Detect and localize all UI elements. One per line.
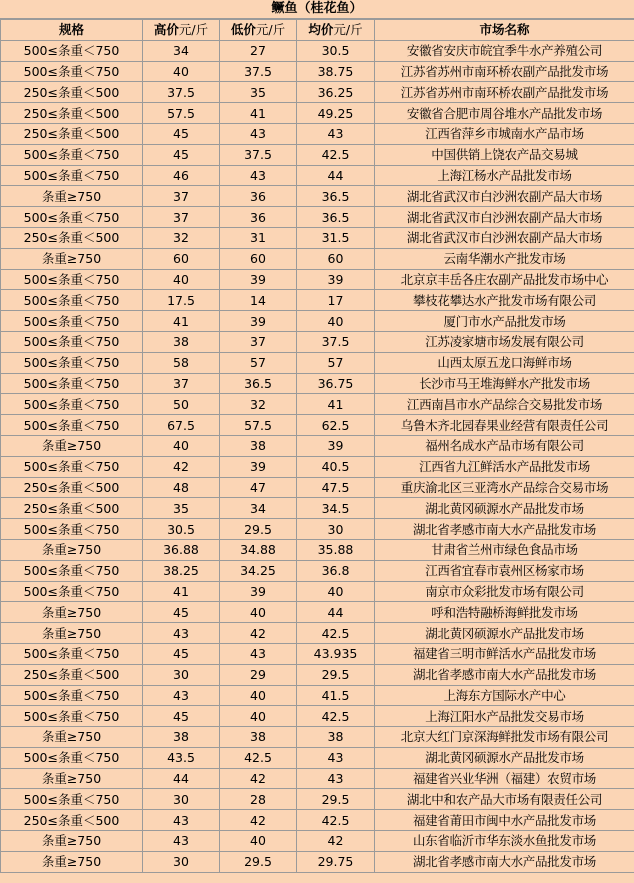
cell-high-price: 37.5 [143, 82, 220, 103]
table-row [1, 248, 634, 269]
cell-spec: 500≤条重＜750 [1, 789, 143, 810]
cell-low-price: 32 [220, 394, 297, 415]
cell-avg-price: 39 [297, 435, 375, 456]
cell-market-name: 上海江杨水产品批发市场 [375, 165, 634, 186]
cell-spec: 500≤条重＜750 [1, 643, 143, 664]
table-row [1, 290, 634, 311]
cell-market-name: 山东省临沂市华东淡水鱼批发市场 [375, 831, 634, 852]
table-row [1, 103, 634, 124]
cell-low-price: 57 [220, 352, 297, 373]
cell-market-name: 北京大红门京深海鲜批发市场有限公司 [375, 727, 634, 748]
cell-high-price: 37 [143, 373, 220, 394]
cell-market-name: 湖北省武汉市白沙洲农副产品大市场 [375, 227, 634, 248]
cell-market-name: 安徽省安庆市皖宜季牛水产养殖公司 [375, 40, 634, 61]
cell-spec: 250≤条重＜500 [1, 227, 143, 248]
cell-spec: 500≤条重＜750 [1, 61, 143, 82]
cell-spec: 500≤条重＜750 [1, 290, 143, 311]
cell-market-name: 攀枝花攀达水产批发市场有限公司 [375, 290, 634, 311]
cell-avg-price: 40.5 [297, 456, 375, 477]
cell-market-name: 湖北省武汉市白沙洲农副产品大市场 [375, 186, 634, 207]
table-row [1, 352, 634, 373]
table-row [1, 40, 634, 61]
cell-spec: 500≤条重＜750 [1, 519, 143, 540]
header-spec: 规格 [1, 20, 143, 41]
table-row [1, 123, 634, 144]
cell-avg-price: 43 [297, 768, 375, 789]
cell-market-name: 江西省九江鲜活水产品批发市场 [375, 456, 634, 477]
cell-low-price: 43 [220, 123, 297, 144]
cell-avg-price: 29.5 [297, 664, 375, 685]
cell-market-name: 上海东方国际水产中心 [375, 685, 634, 706]
table-row [1, 623, 634, 644]
cell-market-name: 南京市众彩批发市场有限公司 [375, 581, 634, 602]
cell-low-price: 40 [220, 706, 297, 727]
cell-spec: 条重≥750 [1, 831, 143, 852]
cell-low-price: 37.5 [220, 144, 297, 165]
table-row [1, 664, 634, 685]
table-row [1, 394, 634, 415]
table-row [1, 560, 634, 581]
header-avg [297, 20, 375, 41]
cell-avg-price: 57 [297, 352, 375, 373]
cell-high-price: 30.5 [143, 519, 220, 540]
cell-low-price: 29 [220, 664, 297, 685]
table-row [1, 768, 634, 789]
cell-market-name: 重庆渝北区三亚湾水产品综合交易市场 [375, 477, 634, 498]
cell-market-name: 湖北省武汉市白沙洲农副产品大市场 [375, 207, 634, 228]
cell-spec: 500≤条重＜750 [1, 394, 143, 415]
header-low-label: 低价 [230, 22, 256, 38]
cell-avg-price: 36.5 [297, 186, 375, 207]
cell-avg-price: 17 [297, 290, 375, 311]
cell-market-name: 江苏省苏州市南环桥农副产品批发市场 [375, 82, 634, 103]
cell-avg-price: 42.5 [297, 706, 375, 727]
table-row [1, 685, 634, 706]
table-row [1, 498, 634, 519]
cell-low-price: 40 [220, 602, 297, 623]
cell-high-price: 30 [143, 851, 220, 872]
table-row [1, 186, 634, 207]
cell-avg-price: 40 [297, 581, 375, 602]
cell-low-price: 37 [220, 331, 297, 352]
cell-avg-price: 38 [297, 727, 375, 748]
cell-spec: 500≤条重＜750 [1, 352, 143, 373]
cell-market-name: 江苏省苏州市南环桥农副产品批发市场 [375, 61, 634, 82]
cell-high-price: 32 [143, 227, 220, 248]
cell-spec: 500≤条重＜750 [1, 373, 143, 394]
cell-avg-price: 36.25 [297, 82, 375, 103]
cell-spec: 500≤条重＜750 [1, 207, 143, 228]
table-body [1, 40, 634, 872]
cell-market-name: 湖北黄冈硕源水产品批发市场 [375, 498, 634, 519]
cell-spec: 500≤条重＜750 [1, 560, 143, 581]
table-row [1, 477, 634, 498]
cell-low-price: 37.5 [220, 61, 297, 82]
cell-low-price: 40 [220, 831, 297, 852]
cell-avg-price: 38.75 [297, 61, 375, 82]
cell-spec: 500≤条重＜750 [1, 144, 143, 165]
cell-high-price: 43 [143, 623, 220, 644]
header-avg-unit: 元/斤 [333, 22, 363, 38]
cell-high-price: 40 [143, 435, 220, 456]
cell-avg-price: 42.5 [297, 810, 375, 831]
cell-avg-price: 36.75 [297, 373, 375, 394]
cell-market-name: 山西太原五龙口海鲜市场 [375, 352, 634, 373]
cell-spec: 500≤条重＜750 [1, 40, 143, 61]
cell-high-price: 43 [143, 685, 220, 706]
cell-high-price: 67.5 [143, 415, 220, 436]
cell-high-price: 35 [143, 498, 220, 519]
cell-low-price: 31 [220, 227, 297, 248]
cell-market-name: 福建省兴业华洲（福建）农贸市场 [375, 768, 634, 789]
cell-low-price: 43 [220, 643, 297, 664]
cell-avg-price: 36.8 [297, 560, 375, 581]
cell-high-price: 50 [143, 394, 220, 415]
cell-high-price: 57.5 [143, 103, 220, 124]
cell-high-price: 58 [143, 352, 220, 373]
cell-market-name: 呼和浩特融桥海鲜批发市场 [375, 602, 634, 623]
table-row [1, 227, 634, 248]
cell-low-price: 36 [220, 186, 297, 207]
cell-avg-price: 31.5 [297, 227, 375, 248]
cell-spec: 250≤条重＜500 [1, 477, 143, 498]
cell-market-name: 福建省三明市鲜活水产品批发市场 [375, 643, 634, 664]
cell-high-price: 60 [143, 248, 220, 269]
cell-low-price: 28 [220, 789, 297, 810]
cell-avg-price: 42.5 [297, 144, 375, 165]
table-row [1, 831, 634, 852]
cell-market-name: 江苏凌家塘市场发展有限公司 [375, 331, 634, 352]
cell-high-price: 45 [143, 602, 220, 623]
cell-low-price: 35 [220, 82, 297, 103]
cell-low-price: 36.5 [220, 373, 297, 394]
cell-high-price: 40 [143, 61, 220, 82]
cell-high-price: 43 [143, 810, 220, 831]
cell-low-price: 42 [220, 623, 297, 644]
cell-high-price: 43.5 [143, 747, 220, 768]
cell-market-name: 厦门市水产品批发市场 [375, 311, 634, 332]
table-row [1, 61, 634, 82]
table-row [1, 311, 634, 332]
table-row [1, 602, 634, 623]
cell-low-price: 38 [220, 435, 297, 456]
cell-spec: 500≤条重＜750 [1, 415, 143, 436]
cell-spec: 250≤条重＜500 [1, 103, 143, 124]
cell-market-name: 长沙市马王堆海鲜水产批发市场 [375, 373, 634, 394]
table-row [1, 747, 634, 768]
cell-spec: 250≤条重＜500 [1, 664, 143, 685]
cell-avg-price: 60 [297, 248, 375, 269]
cell-avg-price: 49.25 [297, 103, 375, 124]
table-row [1, 373, 634, 394]
cell-low-price: 41 [220, 103, 297, 124]
cell-avg-price: 37.5 [297, 331, 375, 352]
cell-spec: 500≤条重＜750 [1, 747, 143, 768]
header-low-unit: 元/斤 [255, 22, 286, 38]
header-market: 市场名称 [375, 20, 634, 41]
cell-high-price: 30 [143, 789, 220, 810]
cell-avg-price: 62.5 [297, 415, 375, 436]
cell-spec: 条重≥750 [1, 186, 143, 207]
header-avg-label: 均价 [308, 22, 334, 38]
cell-market-name: 湖北省孝感市南大水产品批发市场 [375, 851, 634, 872]
cell-low-price: 40 [220, 685, 297, 706]
table-row [1, 727, 634, 748]
table-row [1, 144, 634, 165]
cell-spec: 条重≥750 [1, 768, 143, 789]
cell-low-price: 34.25 [220, 560, 297, 581]
cell-high-price: 40 [143, 269, 220, 290]
cell-spec: 500≤条重＜750 [1, 581, 143, 602]
cell-avg-price: 41 [297, 394, 375, 415]
cell-high-price: 48 [143, 477, 220, 498]
cell-spec: 250≤条重＜500 [1, 498, 143, 519]
cell-low-price: 43 [220, 165, 297, 186]
cell-high-price: 42 [143, 456, 220, 477]
cell-spec: 250≤条重＜500 [1, 810, 143, 831]
cell-avg-price: 43.935 [297, 643, 375, 664]
cell-market-name: 江西省宜春市袁州区杨家市场 [375, 560, 634, 581]
cell-spec: 条重≥750 [1, 727, 143, 748]
cell-high-price: 44 [143, 768, 220, 789]
cell-high-price: 38 [143, 331, 220, 352]
cell-high-price: 37 [143, 207, 220, 228]
cell-low-price: 29.5 [220, 519, 297, 540]
cell-low-price: 57.5 [220, 415, 297, 436]
cell-market-name: 湖北省孝感市南大水产品批发市场 [375, 664, 634, 685]
cell-avg-price: 42.5 [297, 623, 375, 644]
cell-low-price: 39 [220, 269, 297, 290]
cell-high-price: 45 [143, 123, 220, 144]
cell-low-price: 27 [220, 40, 297, 61]
cell-high-price: 46 [143, 165, 220, 186]
table-row [1, 789, 634, 810]
cell-high-price: 36.88 [143, 539, 220, 560]
table-row [1, 519, 634, 540]
cell-low-price: 42 [220, 768, 297, 789]
cell-market-name: 江西南昌市水产品综合交易批发市场 [375, 394, 634, 415]
cell-low-price: 47 [220, 477, 297, 498]
cell-market-name: 北京京丰岳各庄农副产品批发市场中心 [375, 269, 634, 290]
table-row [1, 165, 634, 186]
cell-avg-price: 30 [297, 519, 375, 540]
cell-spec: 条重≥750 [1, 602, 143, 623]
cell-avg-price: 44 [297, 602, 375, 623]
cell-avg-price: 43 [297, 747, 375, 768]
cell-market-name: 中国供销上饶农产品交易城 [375, 144, 634, 165]
cell-high-price: 38 [143, 727, 220, 748]
cell-spec: 条重≥750 [1, 248, 143, 269]
cell-spec: 条重≥750 [1, 435, 143, 456]
cell-high-price: 45 [143, 643, 220, 664]
cell-spec: 500≤条重＜750 [1, 311, 143, 332]
cell-spec: 250≤条重＜500 [1, 123, 143, 144]
cell-low-price: 39 [220, 311, 297, 332]
cell-low-price: 29.5 [220, 851, 297, 872]
cell-avg-price: 39 [297, 269, 375, 290]
cell-market-name: 江西省萍乡市城南水产品市场 [375, 123, 634, 144]
cell-high-price: 45 [143, 706, 220, 727]
cell-low-price: 39 [220, 581, 297, 602]
table-row [1, 435, 634, 456]
cell-spec: 500≤条重＜750 [1, 165, 143, 186]
cell-avg-price: 40 [297, 311, 375, 332]
header-low [220, 20, 297, 41]
cell-avg-price: 29.5 [297, 789, 375, 810]
table-row [1, 415, 634, 436]
table-row [1, 269, 634, 290]
cell-market-name: 湖北省孝感市南大水产品批发市场 [375, 519, 634, 540]
cell-low-price: 34 [220, 498, 297, 519]
cell-market-name: 上海江阳水产品批发交易市场 [375, 706, 634, 727]
cell-market-name: 甘肃省兰州市绿色食品市场 [375, 539, 634, 560]
cell-high-price: 45 [143, 144, 220, 165]
table-row [1, 851, 634, 872]
cell-high-price: 30 [143, 664, 220, 685]
cell-market-name: 云南华潮水产批发市场 [375, 248, 634, 269]
cell-market-name: 乌鲁木齐北园春果业经营有限责任公司 [375, 415, 634, 436]
cell-avg-price: 43 [297, 123, 375, 144]
header-high-unit: 元/斤 [178, 22, 209, 38]
cell-spec: 500≤条重＜750 [1, 331, 143, 352]
cell-low-price: 36 [220, 207, 297, 228]
cell-spec: 条重≥750 [1, 539, 143, 560]
cell-avg-price: 35.88 [297, 539, 375, 560]
cell-spec: 条重≥750 [1, 851, 143, 872]
cell-avg-price: 36.5 [297, 207, 375, 228]
cell-market-name: 湖北黄冈硕源水产品批发市场 [375, 623, 634, 644]
cell-low-price: 34.88 [220, 539, 297, 560]
price-table [0, 19, 634, 873]
table-row [1, 82, 634, 103]
cell-high-price: 41 [143, 311, 220, 332]
cell-spec: 250≤条重＜500 [1, 82, 143, 103]
table-row [1, 207, 634, 228]
cell-market-name: 福建省莆田市闽中水产品批发市场 [375, 810, 634, 831]
table-row [1, 581, 634, 602]
cell-market-name: 湖北中和农产品大市场有限责任公司 [375, 789, 634, 810]
cell-market-name: 安徽省合肥市周谷堆水产品批发市场 [375, 103, 634, 124]
cell-high-price: 38.25 [143, 560, 220, 581]
cell-market-name: 福州名成水产品市场有限公司 [375, 435, 634, 456]
cell-avg-price: 41.5 [297, 685, 375, 706]
table-row [1, 539, 634, 560]
cell-avg-price: 29.75 [297, 851, 375, 872]
table-row [1, 706, 634, 727]
cell-market-name: 湖北黄冈硕源水产品批发市场 [375, 747, 634, 768]
cell-low-price: 14 [220, 290, 297, 311]
cell-spec: 条重≥750 [1, 623, 143, 644]
header-high [143, 20, 220, 41]
cell-spec: 500≤条重＜750 [1, 706, 143, 727]
cell-avg-price: 34.5 [297, 498, 375, 519]
cell-high-price: 34 [143, 40, 220, 61]
table-row [1, 456, 634, 477]
cell-avg-price: 44 [297, 165, 375, 186]
cell-high-price: 43 [143, 831, 220, 852]
cell-avg-price: 47.5 [297, 477, 375, 498]
cell-low-price: 42 [220, 810, 297, 831]
cell-low-price: 39 [220, 456, 297, 477]
header-row [1, 20, 634, 41]
cell-low-price: 42.5 [220, 747, 297, 768]
sheet-title: 鳜鱼（桂花鱼） [0, 0, 634, 19]
cell-low-price: 60 [220, 248, 297, 269]
table-row [1, 810, 634, 831]
cell-high-price: 17.5 [143, 290, 220, 311]
table-row [1, 331, 634, 352]
cell-avg-price: 30.5 [297, 40, 375, 61]
cell-high-price: 41 [143, 581, 220, 602]
cell-spec: 500≤条重＜750 [1, 269, 143, 290]
cell-low-price: 38 [220, 727, 297, 748]
table-row [1, 643, 634, 664]
cell-high-price: 37 [143, 186, 220, 207]
cell-spec: 500≤条重＜750 [1, 685, 143, 706]
cell-spec: 500≤条重＜750 [1, 456, 143, 477]
header-high-label: 高价 [153, 22, 179, 38]
cell-avg-price: 42 [297, 831, 375, 852]
